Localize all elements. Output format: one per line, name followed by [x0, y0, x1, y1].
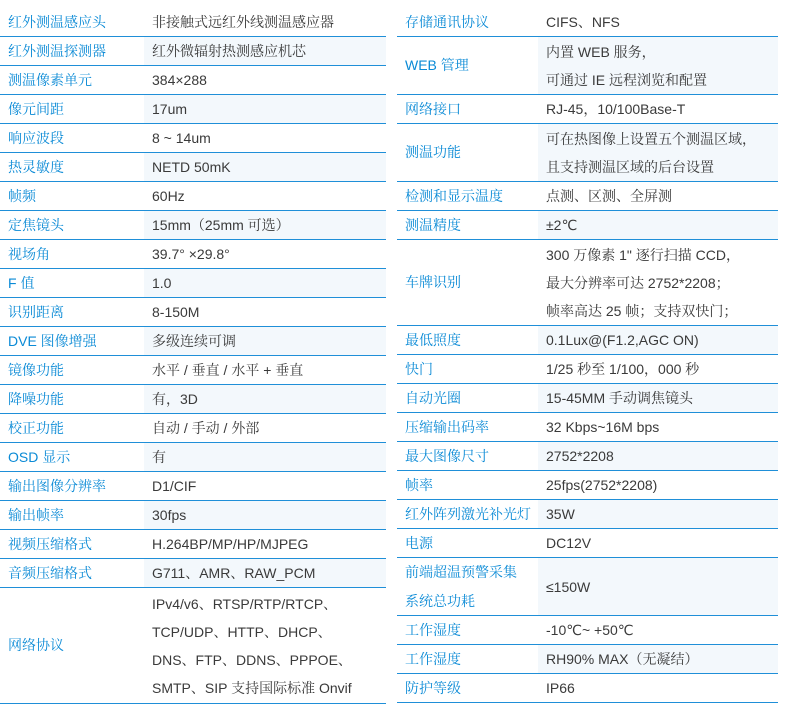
spec-value [144, 8, 386, 36]
spec-row [397, 355, 778, 384]
spec-label: 工作湿度 [405, 650, 461, 667]
spec-value [538, 355, 778, 383]
spec-value [538, 674, 778, 702]
spec-label: 输出帧率 [8, 506, 64, 523]
spec-value-line: 有 [152, 449, 166, 465]
spec-label: 最大图像尺寸 [405, 447, 489, 464]
spec-value [144, 269, 386, 297]
spec-value-line: SMTP、SIP 支持国际标准 Onvif [152, 679, 352, 696]
spec-label: 检测和显示温度 [405, 187, 503, 204]
spec-value-line: 32 Kbps~16M bps [546, 419, 660, 435]
spec-label: 定焦镜头 [8, 216, 64, 233]
spec-label: 电源 [405, 534, 433, 551]
spec-value-line: D1/CIF [152, 478, 197, 494]
spec-value [144, 182, 386, 210]
spec-value [144, 153, 386, 181]
spec-row [0, 124, 386, 153]
spec-value [538, 8, 778, 36]
spec-row [0, 269, 386, 298]
spec-value [144, 501, 386, 529]
spec-row [0, 298, 386, 327]
spec-label: 像元间距 [8, 100, 64, 117]
spec-value [538, 37, 778, 94]
spec-value-line: 2752*2208 [546, 448, 614, 464]
spec-label: 自动光圈 [405, 389, 461, 406]
spec-row [0, 211, 386, 240]
spec-label: 红外阵列激光补光灯 [405, 505, 531, 522]
spec-value-line: 60Hz [152, 188, 185, 204]
spec-row [397, 211, 778, 240]
spec-value [538, 529, 778, 557]
spec-table-right [397, 8, 778, 703]
spec-row [397, 240, 778, 326]
spec-value [144, 298, 386, 326]
spec-value-line: 最大分辨率可达 2752*2208； [546, 274, 730, 291]
spec-value-line: 8-150M [152, 304, 200, 320]
spec-value-line: 300 万像素 1" 逐行扫描 CCD， [546, 246, 741, 263]
spec-value-line: 可通过 IE 远程浏览和配置 [546, 71, 708, 88]
spec-value [144, 385, 386, 413]
spec-value [538, 124, 778, 181]
spec-value-line: NETD 50mK [152, 159, 231, 175]
spec-value-line: RJ-45，10/100Base-T [546, 101, 686, 117]
spec-value [538, 384, 778, 412]
spec-label: 视场角 [8, 245, 50, 262]
spec-label: 存储通讯协议 [405, 13, 489, 30]
spec-value-line: ±2℃ [546, 217, 578, 233]
spec-label [397, 558, 538, 615]
spec-value [538, 240, 778, 325]
spec-value-line: 可在热图像上设置五个测温区域， [546, 130, 756, 147]
spec-label: 响应波段 [8, 129, 64, 146]
spec-value-line: RH90% MAX（无凝结） [546, 651, 699, 667]
spec-value-line: CIFS、NFS [546, 14, 620, 30]
spec-row [0, 501, 386, 530]
spec-value-line: IPv4/v6、RTSP/RTP/RTCP、 [152, 595, 338, 612]
spec-value [144, 124, 386, 152]
spec-label: 热灵敏度 [8, 158, 64, 175]
spec-row [0, 414, 386, 443]
spec-row [0, 530, 386, 559]
spec-value-line: 1.0 [152, 275, 172, 291]
spec-value [144, 472, 386, 500]
spec-row [397, 124, 778, 182]
spec-label: 网络接口 [405, 100, 461, 117]
spec-value-line: 384×288 [152, 72, 207, 88]
spec-label: 红外测温感应头 [8, 13, 106, 30]
spec-label: 帧率 [405, 476, 433, 493]
spec-value [144, 240, 386, 268]
spec-label: 校正功能 [8, 419, 64, 436]
spec-value [144, 530, 386, 558]
spec-row [0, 37, 386, 66]
spec-label: 测温精度 [405, 216, 461, 233]
spec-value-line: -10℃~ +50℃ [546, 622, 634, 638]
spec-value [144, 414, 386, 442]
spec-value-line: DNS、FTP、DDNS、PPPOE、 [152, 651, 352, 668]
spec-value [144, 95, 386, 123]
spec-value [538, 95, 778, 123]
spec-value-line: 39.7° ×29.8° [152, 246, 230, 262]
spec-row [397, 413, 778, 442]
spec-row [0, 588, 386, 704]
spec-value [144, 588, 386, 703]
spec-row [397, 500, 778, 529]
spec-label: 红外测温探测器 [8, 42, 106, 59]
spec-value-line: 30fps [152, 507, 187, 523]
spec-value-line: 自动 / 手动 / 外部 [152, 420, 260, 436]
spec-row [0, 472, 386, 501]
spec-label: 网络协议 [8, 637, 64, 653]
spec-value [538, 211, 778, 239]
spec-value [144, 327, 386, 355]
spec-label: 识别距离 [8, 303, 64, 320]
spec-row [0, 95, 386, 124]
spec-value-line: 内置 WEB 服务， [546, 43, 656, 60]
spec-value-line: TCP/UDP、HTTP、DHCP、 [152, 623, 332, 640]
spec-row [0, 240, 386, 269]
spec-value [538, 413, 778, 441]
spec-value-line: 红外微辐射热测感应机芯 [152, 43, 306, 59]
spec-row [397, 37, 778, 95]
spec-row [397, 616, 778, 645]
spec-row [0, 182, 386, 211]
spec-value [144, 559, 386, 587]
spec-label: 镜像功能 [8, 361, 64, 378]
spec-row [397, 645, 778, 674]
spec-row [397, 182, 778, 211]
spec-row [0, 559, 386, 588]
spec-value [538, 182, 778, 210]
spec-value-line: 1/25 秒至 1/100，000 秒 [546, 361, 700, 377]
spec-value [538, 616, 778, 644]
spec-row [397, 471, 778, 500]
spec-value [144, 37, 386, 65]
spec-value [144, 443, 386, 471]
spec-label: 测温功能 [405, 144, 461, 160]
spec-label: F 值 [8, 274, 35, 291]
spec-label-line: 前端超温预警采集 [405, 563, 517, 580]
spec-value [538, 500, 778, 528]
spec-label: 最低照度 [405, 331, 461, 348]
spec-label: 输出图像分辨率 [8, 477, 106, 494]
spec-value-line: 0.1Lux@(F1.2,AGC ON) [546, 332, 699, 348]
spec-value-line: 有，3D [152, 391, 198, 407]
spec-value [144, 356, 386, 384]
spec-row [397, 326, 778, 355]
spec-value-line: 点测、区测、全屏测 [546, 188, 672, 204]
spec-value-line: G711、AMR、RAW_PCM [152, 565, 316, 581]
spec-value-line: DC12V [546, 535, 592, 551]
spec-row [0, 153, 386, 182]
spec-label: 音频压缩格式 [8, 564, 92, 581]
spec-label: OSD 显示 [8, 448, 71, 465]
spec-value-line: 25fps(2752*2208) [546, 477, 658, 493]
spec-value-line: 15mm（25mm 可选） [152, 217, 290, 233]
spec-label: 测温像素单元 [8, 71, 92, 88]
spec-value [538, 471, 778, 499]
spec-value [144, 66, 386, 94]
spec-value-line: 8 ~ 14um [152, 130, 211, 146]
spec-value-line: 15-45MM 手动调焦镜头 [546, 390, 694, 406]
spec-value-line: 17um [152, 101, 188, 117]
spec-value-line: IP66 [546, 680, 575, 696]
spec-value-line: H.264BP/MP/HP/MJPEG [152, 536, 309, 552]
spec-table-left [0, 8, 386, 704]
spec-value-line: 水平 / 垂直 / 水平 + 垂直 [152, 362, 304, 378]
spec-value-line: 多级连续可调 [152, 333, 236, 349]
spec-value [144, 211, 386, 239]
spec-row [397, 384, 778, 413]
spec-label: WEB 管理 [405, 57, 469, 73]
spec-value [538, 326, 778, 354]
spec-row [0, 443, 386, 472]
spec-value-line: ≤150W [546, 578, 591, 595]
spec-row [0, 385, 386, 414]
spec-row [0, 8, 386, 37]
spec-row [397, 442, 778, 471]
spec-value [538, 442, 778, 470]
spec-value-line: 且支持测温区域的后台设置 [546, 158, 714, 175]
spec-label: DVE 图像增强 [8, 332, 97, 349]
spec-row [0, 66, 386, 95]
spec-row [397, 558, 778, 616]
spec-label: 帧频 [8, 187, 36, 204]
spec-label-line: 系统总功耗 [405, 592, 475, 609]
spec-value-line: 帧率高达 25 帧；支持双快门； [546, 302, 738, 319]
spec-value [538, 558, 778, 615]
spec-label: 防护等级 [405, 679, 461, 696]
spec-label: 视频压缩格式 [8, 535, 92, 552]
spec-label: 车牌识别 [405, 274, 461, 290]
spec-value-line: 35W [546, 506, 575, 522]
spec-row [397, 95, 778, 124]
spec-label: 工作湿度 [405, 621, 461, 638]
spec-label: 快门 [405, 360, 433, 377]
spec-label: 降噪功能 [8, 390, 64, 407]
spec-row [397, 674, 778, 703]
spec-row [0, 327, 386, 356]
spec-row [0, 356, 386, 385]
spec-row [397, 8, 778, 37]
spec-value [538, 645, 778, 673]
spec-row [397, 529, 778, 558]
spec-label: 压缩输出码率 [405, 418, 489, 435]
spec-value-line: 非接触式远红外线测温感应器 [152, 14, 334, 30]
